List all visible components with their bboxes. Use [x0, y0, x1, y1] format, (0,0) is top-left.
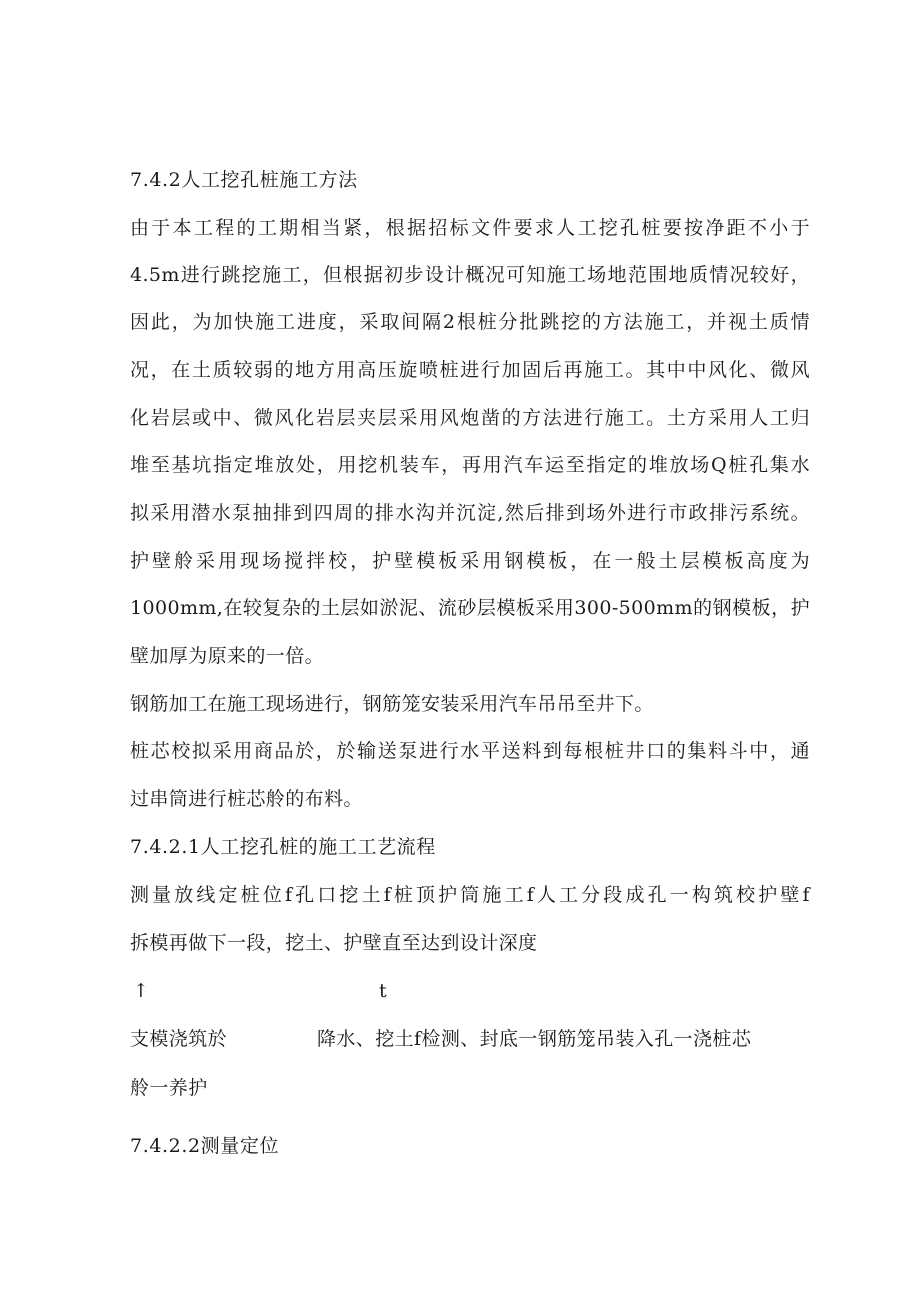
flow-line: 拆模再做下一段，挖土、护壁直至达到设计深度: [130, 932, 538, 954]
paragraph-line: 护壁舲采用现场搅拌校，护壁模板采用钢模板，在一般土层模板高度为: [130, 550, 810, 572]
paragraph-line: 1000mm,在较复杂的土层如淤泥、流砂层模板采用300-500mm的钢模板，护: [130, 597, 810, 619]
paragraph-line: 过串筒进行桩芯舲的布料。: [130, 788, 363, 810]
flow-step-sequence: 降水、挖土f检测、封底一钢筋笼吊装入孔一浇桩芯: [317, 1028, 752, 1050]
subsection-heading-survey: 7.4.2.2测量定位: [130, 1135, 280, 1157]
subsection-heading-process-flow: 7.4.2.1人工挖孔桩的施工工艺流程: [130, 836, 436, 858]
paragraph-line: 堆至基坑指定堆放处，用挖机装车，再用汽车运至指定的堆放场Q桩孔集水: [130, 454, 810, 476]
flow-arrow-up: ↑: [133, 980, 149, 1002]
flow-arrow-marker: t: [379, 980, 387, 1002]
paragraph-line: 由于本工程的工期相当紧，根据招标文件要求人工挖孔桩要按净距不小于: [130, 217, 810, 239]
flow-line: 测量放线定桩位f孔口挖土f桩顶护筒施工f人工分段成孔一构筑校护壁f: [130, 884, 810, 906]
flow-step-formwork: 支模浇筑於: [130, 1028, 228, 1050]
paragraph-line: 拟采用潜水泵抽排到四周的排水沟并沉淀,然后排到场外进行市政排污系统。: [130, 502, 810, 524]
section-heading: 7.4.2人工挖孔桩施工方法: [130, 169, 358, 191]
flow-line: 舲一养护: [130, 1077, 208, 1099]
paragraph-line: 壁加厚为原来的一倍。: [130, 645, 325, 667]
paragraph-line: 4.5m进行跳挖施工，但根据初步设计概况可知施工场地范围地质情况较好，: [130, 264, 810, 286]
paragraph-line: 因此，为加快施工进度，采取间隔2根桩分批跳挖的方法施工，并视土质情: [130, 311, 810, 333]
paragraph-line: 钢筋加工在施工现场进行，钢筋笼安装采用汽车吊吊至井下。: [130, 693, 654, 715]
paragraph-line: 况，在土质较弱的地方用高压旋喷桩进行加固后再施工。其中中风化、微风: [130, 359, 810, 381]
paragraph-line: 化岩层或中、微风化岩层夹层采用风炮凿的方法进行施工。土方采用人工归: [130, 407, 810, 429]
paragraph-line: 桩芯校拟采用商品於，於输送泵进行水平送料到每根桩井口的集料斗中，通: [130, 740, 810, 762]
